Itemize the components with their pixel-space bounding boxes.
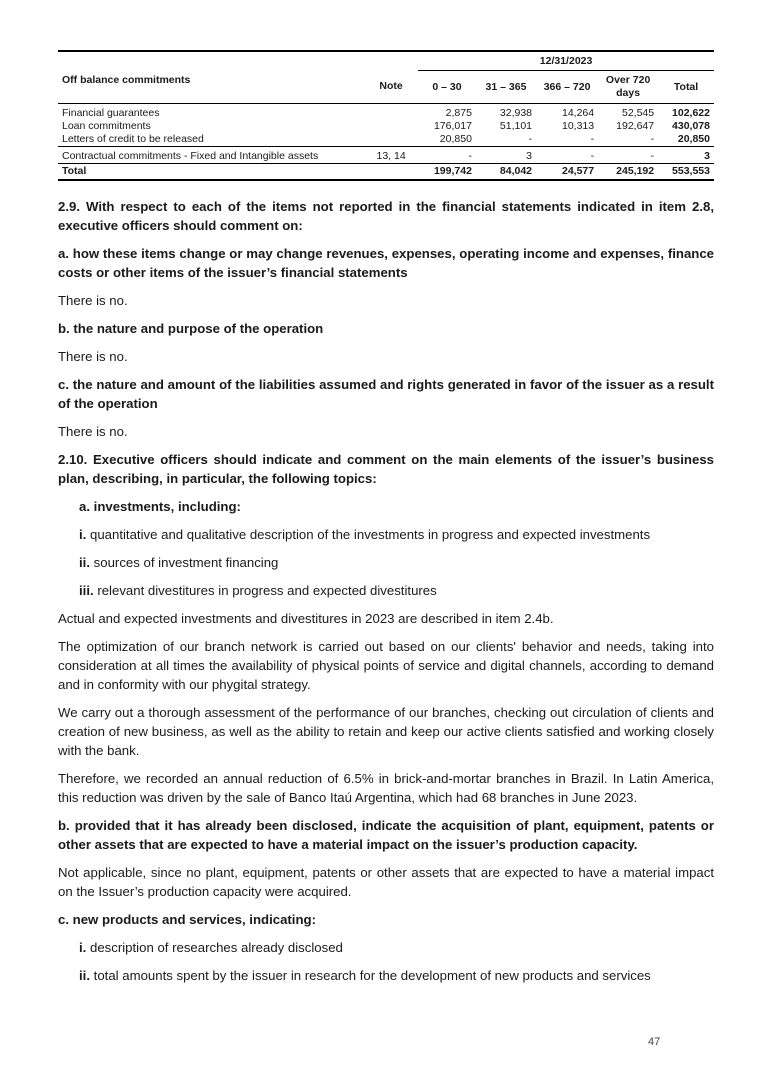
answer-c: There is no.	[58, 424, 128, 439]
col-0-30: 0 – 30	[432, 80, 462, 93]
col-note: Note	[379, 80, 403, 93]
table-total-row: Total 199,742 84,042 24,577 245,192 553,553	[58, 164, 714, 181]
section-2-9-c-heading: c. the nature and amount of the liabilities assumed and rights generated in favor of the issuer as a result of the operation	[58, 377, 714, 411]
table-row: Loan commitments 176,017 51,101 10,313 192,647 430,078	[62, 120, 710, 132]
section-2-9-a-heading: a. how these items change or may change revenues, expenses, operating income and expenses, finance costs or other items of the issuer’s financial statements	[58, 246, 714, 280]
paragraph: The optimization of our branch network is carried out based on our clients' behavior and needs, taking into consideration at all times the availability of physical points of service and digital channels, according to demand and in conformity with our phygital strategy.	[58, 639, 714, 692]
section-2-10-c-heading: c. new products and services, indicating:	[58, 912, 316, 927]
table-row: Contractual commitments - Fixed and Intangible assets 13, 14 - 3 - - 3	[58, 147, 714, 164]
list-item: ii. total amounts spent by the issuer in research for the development of new products and services	[79, 968, 651, 983]
answer-b: There is no.	[58, 349, 128, 364]
body-text	[58, 197, 714, 985]
list-item: i. quantitative and qualitative description of the investments in progress and expected investments	[79, 527, 651, 542]
answer-a: There is no.	[58, 293, 128, 308]
list-item: i. description of researches already disclosed	[79, 940, 343, 955]
section-2-9-heading: 2.9. With respect to each of the items not reported in the financial statements indicated in item 2.8, executive officers should comment on:	[58, 199, 714, 233]
paragraph: Actual and expected investments and divestitures in 2023 are described in item 2.4b.	[58, 611, 554, 626]
col-total: Total	[673, 80, 699, 93]
col-31-365: 31 – 365	[485, 80, 527, 93]
list-item: ii. sources of investment financing	[79, 555, 279, 570]
section-2-9-b-heading: b. the nature and purpose of the operation	[58, 321, 324, 336]
section-2-10-b-heading: b. provided that it has already been disclosed, indicate the acquisition of plant, equipment, patents or other assets that are expected to have a material impact on the issuer’s production capacity.	[58, 818, 714, 852]
list-item: iii. relevant divestitures in progress and expected divestitures	[79, 583, 437, 598]
paragraph: Therefore, we recorded an annual reduction of 6.5% in brick-and-mortar branches in Brazil. In Latin America, this reduction was driven by the sale of Banco Itaú Argentina, which had 68 branches in June 2023.	[58, 771, 714, 805]
col-over-720: Over 720 days	[605, 74, 651, 99]
section-2-10-a-heading: a. investments, including:	[79, 499, 241, 514]
page-number: 47	[648, 1036, 661, 1048]
table-row: Financial guarantees 2,875 32,938 14,264 52,545 102,622	[62, 107, 710, 119]
table-title: Off balance commitments	[62, 73, 191, 86]
table-row: Letters of credit to be released 20,850 - - - 20,850	[62, 133, 710, 145]
col-366-720: 366 – 720	[543, 80, 591, 93]
off-balance-commitments-table	[58, 50, 714, 181]
paragraph: Not applicable, since no plant, equipment, patents or other assets that are expected to have a material impact on the Issuer’s production capacity were acquired.	[58, 865, 714, 899]
section-2-10-heading: 2.10. Executive officers should indicate and comment on the main elements of the issuer’s business plan, describing, in particular, the following topics:	[58, 452, 714, 486]
document-page	[58, 50, 714, 994]
paragraph: We carry out a thorough assessment of the performance of our branches, checking out circulation of clients and creation of new business, as well as the ability to retain and keep our active clients satisfied and working closely with the bank.	[58, 705, 714, 758]
date-header: 12/31/2023	[418, 52, 714, 71]
